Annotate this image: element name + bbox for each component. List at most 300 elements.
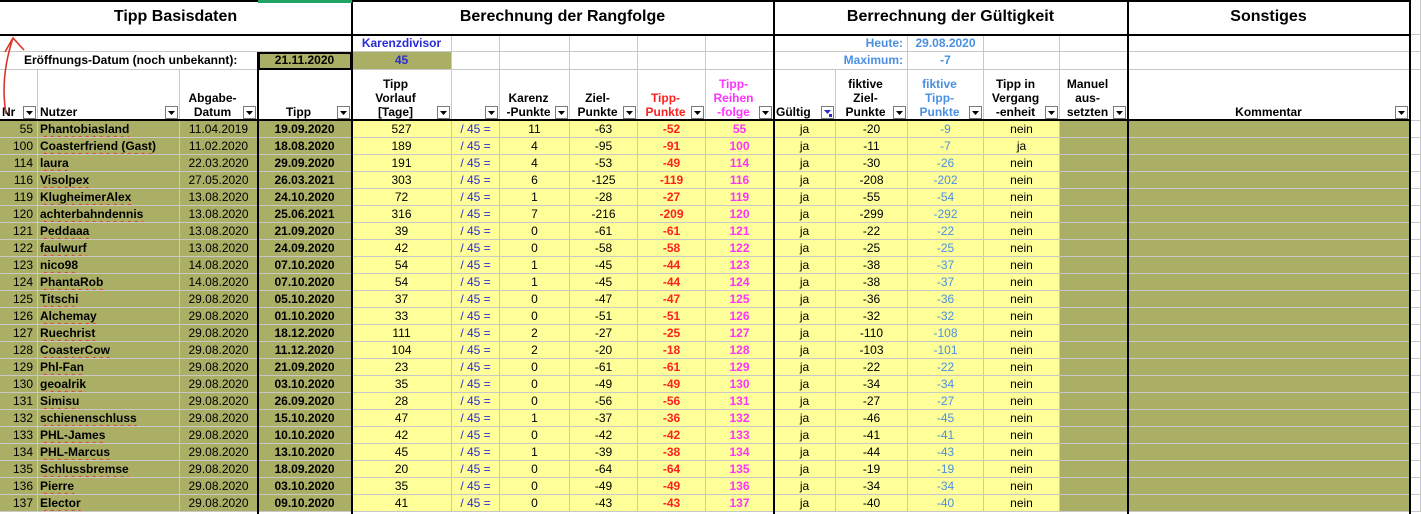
row-tipp-punkte[interactable]: -51 (638, 308, 706, 325)
row-karenz-punkte[interactable]: 1 (500, 444, 570, 461)
row-gueltig[interactable]: ja (774, 308, 836, 325)
row-tipp-punkte[interactable]: -49 (638, 478, 706, 495)
row-kommentar[interactable] (1128, 444, 1410, 461)
row-gueltig[interactable]: ja (774, 257, 836, 274)
row-tipp[interactable]: 21.09.2020 (258, 359, 352, 376)
row-fiktive-tipp[interactable]: -37 (908, 274, 984, 291)
row-nutzer[interactable] (38, 121, 180, 138)
row-nutzer[interactable] (38, 240, 180, 257)
row-nr[interactable]: 122 (0, 240, 38, 257)
row-nr[interactable]: 123 (0, 257, 38, 274)
row-ziel-punkte[interactable]: -43 (570, 495, 638, 512)
row-tipp[interactable]: 07.10.2020 (258, 274, 352, 291)
row-fiktive-tipp[interactable]: -41 (908, 427, 984, 444)
row-fiktive-ziel[interactable]: -44 (836, 444, 908, 461)
row-abgabe[interactable]: 29.08.2020 (180, 325, 258, 342)
row-vergangenheit[interactable]: nein (984, 359, 1060, 376)
row-ziel-punkte[interactable]: -125 (570, 172, 638, 189)
row-ziel-punkte[interactable]: -49 (570, 376, 638, 393)
row-ziel-punkte[interactable]: -53 (570, 155, 638, 172)
filter-dropdown-icon[interactable] (437, 106, 450, 119)
row-karenz-punkte[interactable]: 1 (500, 274, 570, 291)
row-reihenfolge[interactable]: 119 (706, 189, 774, 206)
row-abgabe[interactable]: 29.08.2020 (180, 410, 258, 427)
row-ziel-punkte[interactable]: -47 (570, 291, 638, 308)
row-nutzer[interactable] (38, 393, 180, 410)
row-kommentar[interactable] (1128, 206, 1410, 223)
row-nr[interactable]: 135 (0, 461, 38, 478)
row-fiktive-tipp[interactable]: -45 (908, 410, 984, 427)
row-fiktive-tipp[interactable]: -54 (908, 189, 984, 206)
row-nr[interactable]: 125 (0, 291, 38, 308)
row-abgabe[interactable]: 22.03.2020 (180, 155, 258, 172)
row-nr[interactable]: 130 (0, 376, 38, 393)
filter-active-icon[interactable] (821, 106, 834, 119)
row-vorlauf[interactable]: 41 (352, 495, 452, 512)
row-ziel-punkte[interactable]: -42 (570, 427, 638, 444)
row-abgabe[interactable]: 29.08.2020 (180, 308, 258, 325)
filter-dropdown-icon[interactable] (165, 106, 178, 119)
row-karenz-punkte[interactable]: 2 (500, 342, 570, 359)
row-gueltig[interactable]: ja (774, 189, 836, 206)
row-nr[interactable]: 114 (0, 155, 38, 172)
row-nr[interactable]: 134 (0, 444, 38, 461)
filter-dropdown-icon[interactable] (1113, 106, 1126, 119)
row-nr[interactable]: 127 (0, 325, 38, 342)
row-ziel-punkte[interactable]: -216 (570, 206, 638, 223)
row-reihenfolge[interactable]: 121 (706, 223, 774, 240)
row-ziel-punkte[interactable]: -51 (570, 308, 638, 325)
row-manuel[interactable] (1060, 274, 1128, 291)
row-reihenfolge[interactable]: 131 (706, 393, 774, 410)
row-karenz-punkte[interactable]: 0 (500, 240, 570, 257)
row-gueltig[interactable]: ja (774, 206, 836, 223)
row-tipp[interactable]: 09.10.2020 (258, 495, 352, 512)
row-tipp[interactable]: 01.10.2020 (258, 308, 352, 325)
row-karenz-punkte[interactable]: 2 (500, 325, 570, 342)
row-vorlauf[interactable]: 35 (352, 376, 452, 393)
row-gueltig[interactable]: ja (774, 121, 836, 138)
row-fiktive-tipp[interactable]: -7 (908, 138, 984, 155)
row-vergangenheit[interactable]: nein (984, 342, 1060, 359)
row-nutzer[interactable] (38, 427, 180, 444)
row-ziel-punkte[interactable]: -58 (570, 240, 638, 257)
row-fiktive-ziel[interactable]: -36 (836, 291, 908, 308)
row-vorlauf[interactable]: 42 (352, 240, 452, 257)
row-vergangenheit[interactable]: ja (984, 138, 1060, 155)
row-ziel-punkte[interactable]: -63 (570, 121, 638, 138)
filter-dropdown-icon[interactable] (691, 106, 704, 119)
row-vorlauf[interactable]: 316 (352, 206, 452, 223)
row-ziel-punkte[interactable]: -37 (570, 410, 638, 427)
row-fiktive-ziel[interactable]: -208 (836, 172, 908, 189)
row-kommentar[interactable] (1128, 359, 1410, 376)
row-nr[interactable]: 133 (0, 427, 38, 444)
row-tipp-punkte[interactable]: -52 (638, 121, 706, 138)
row-vorlauf[interactable]: 527 (352, 121, 452, 138)
row-manuel[interactable] (1060, 342, 1128, 359)
row-fiktive-ziel[interactable]: -299 (836, 206, 908, 223)
row-tipp-punkte[interactable]: -25 (638, 325, 706, 342)
row-vergangenheit[interactable]: nein (984, 223, 1060, 240)
row-kommentar[interactable] (1128, 291, 1410, 308)
row-kommentar[interactable] (1128, 461, 1410, 478)
filter-dropdown-icon[interactable] (893, 106, 906, 119)
row-tipp[interactable]: 13.10.2020 (258, 444, 352, 461)
row-fiktive-ziel[interactable]: -41 (836, 427, 908, 444)
row-nutzer[interactable] (38, 155, 180, 172)
row-fiktive-tipp[interactable]: -19 (908, 461, 984, 478)
row-tipp-punkte[interactable]: -61 (638, 223, 706, 240)
row-vorlauf[interactable]: 20 (352, 461, 452, 478)
row-abgabe[interactable]: 29.08.2020 (180, 393, 258, 410)
row-fiktive-ziel[interactable]: -22 (836, 223, 908, 240)
row-gueltig[interactable]: ja (774, 274, 836, 291)
row-nutzer[interactable] (38, 308, 180, 325)
row-reihenfolge[interactable]: 116 (706, 172, 774, 189)
row-manuel[interactable] (1060, 138, 1128, 155)
row-abgabe[interactable]: 29.08.2020 (180, 291, 258, 308)
row-nutzer[interactable] (38, 274, 180, 291)
row-manuel[interactable] (1060, 121, 1128, 138)
row-tipp[interactable]: 24.09.2020 (258, 240, 352, 257)
row-tipp-punkte[interactable]: -209 (638, 206, 706, 223)
row-vergangenheit[interactable]: nein (984, 121, 1060, 138)
row-reihenfolge[interactable]: 124 (706, 274, 774, 291)
row-fiktive-tipp[interactable]: -101 (908, 342, 984, 359)
row-reihenfolge[interactable]: 135 (706, 461, 774, 478)
row-gueltig[interactable]: ja (774, 291, 836, 308)
row-tipp[interactable]: 05.10.2020 (258, 291, 352, 308)
row-karenz-punkte[interactable]: 0 (500, 376, 570, 393)
row-tipp[interactable]: 25.06.2021 (258, 206, 352, 223)
row-ziel-punkte[interactable]: -64 (570, 461, 638, 478)
row-tipp-punkte[interactable]: -36 (638, 410, 706, 427)
row-tipp[interactable]: 19.09.2020 (258, 121, 352, 138)
row-vergangenheit[interactable]: nein (984, 172, 1060, 189)
karenzdivisor-value[interactable]: 45 (352, 52, 452, 70)
row-nr[interactable]: 126 (0, 308, 38, 325)
row-vorlauf[interactable]: 35 (352, 478, 452, 495)
row-abgabe[interactable]: 13.08.2020 (180, 240, 258, 257)
row-tipp-punkte[interactable]: -18 (638, 342, 706, 359)
row-manuel[interactable] (1060, 206, 1128, 223)
row-karenz-punkte[interactable]: 0 (500, 359, 570, 376)
row-karenz-punkte[interactable]: 4 (500, 155, 570, 172)
row-tipp-punkte[interactable]: -49 (638, 376, 706, 393)
row-fiktive-ziel[interactable]: -110 (836, 325, 908, 342)
row-reihenfolge[interactable]: 137 (706, 495, 774, 512)
row-manuel[interactable] (1060, 325, 1128, 342)
row-manuel[interactable] (1060, 461, 1128, 478)
row-vorlauf[interactable]: 47 (352, 410, 452, 427)
row-fiktive-tipp[interactable]: -22 (908, 359, 984, 376)
row-ziel-punkte[interactable]: -45 (570, 274, 638, 291)
row-vergangenheit[interactable]: nein (984, 274, 1060, 291)
row-vorlauf[interactable]: 39 (352, 223, 452, 240)
row-karenz-punkte[interactable]: 1 (500, 257, 570, 274)
row-fiktive-tipp[interactable]: -34 (908, 478, 984, 495)
row-fiktive-tipp[interactable]: -40 (908, 495, 984, 512)
row-abgabe[interactable]: 13.08.2020 (180, 189, 258, 206)
row-kommentar[interactable] (1128, 274, 1410, 291)
row-fiktive-ziel[interactable]: -34 (836, 376, 908, 393)
row-fiktive-ziel[interactable]: -34 (836, 478, 908, 495)
row-nr[interactable]: 116 (0, 172, 38, 189)
row-gueltig[interactable]: ja (774, 155, 836, 172)
row-tipp[interactable]: 03.10.2020 (258, 478, 352, 495)
filter-dropdown-icon[interactable] (485, 106, 498, 119)
row-nutzer[interactable] (38, 444, 180, 461)
row-reihenfolge[interactable]: 127 (706, 325, 774, 342)
row-vergangenheit[interactable]: nein (984, 257, 1060, 274)
row-abgabe[interactable]: 29.08.2020 (180, 495, 258, 512)
row-fiktive-tipp[interactable]: -25 (908, 240, 984, 257)
row-karenz-punkte[interactable]: 0 (500, 308, 570, 325)
row-abgabe[interactable]: 29.08.2020 (180, 359, 258, 376)
row-fiktive-ziel[interactable]: -19 (836, 461, 908, 478)
row-fiktive-tipp[interactable]: -9 (908, 121, 984, 138)
row-tipp[interactable]: 07.10.2020 (258, 257, 352, 274)
row-tipp[interactable]: 18.12.2020 (258, 325, 352, 342)
row-gueltig[interactable]: ja (774, 240, 836, 257)
row-karenz-punkte[interactable]: 0 (500, 393, 570, 410)
row-kommentar[interactable] (1128, 478, 1410, 495)
row-reihenfolge[interactable]: 128 (706, 342, 774, 359)
eroeffnung-date[interactable]: 21.11.2020 (258, 52, 352, 70)
row-kommentar[interactable] (1128, 240, 1410, 257)
row-vergangenheit[interactable]: nein (984, 240, 1060, 257)
row-ziel-punkte[interactable]: -45 (570, 257, 638, 274)
row-gueltig[interactable]: ja (774, 376, 836, 393)
row-manuel[interactable] (1060, 376, 1128, 393)
row-tipp[interactable]: 21.09.2020 (258, 223, 352, 240)
row-gueltig[interactable]: ja (774, 138, 836, 155)
row-ziel-punkte[interactable]: -39 (570, 444, 638, 461)
row-kommentar[interactable] (1128, 138, 1410, 155)
row-tipp-punkte[interactable]: -58 (638, 240, 706, 257)
row-fiktive-tipp[interactable]: -108 (908, 325, 984, 342)
row-nutzer[interactable] (38, 410, 180, 427)
row-abgabe[interactable]: 13.08.2020 (180, 206, 258, 223)
filter-dropdown-icon[interactable] (969, 106, 982, 119)
row-kommentar[interactable] (1128, 308, 1410, 325)
row-karenz-punkte[interactable]: 0 (500, 223, 570, 240)
row-tipp-punkte[interactable]: -43 (638, 495, 706, 512)
row-fiktive-tipp[interactable]: -37 (908, 257, 984, 274)
row-kommentar[interactable] (1128, 495, 1410, 512)
row-vorlauf[interactable]: 37 (352, 291, 452, 308)
row-nr[interactable]: 55 (0, 121, 38, 138)
row-fiktive-tipp[interactable]: -202 (908, 172, 984, 189)
row-nr[interactable]: 131 (0, 393, 38, 410)
row-nutzer[interactable] (38, 478, 180, 495)
row-tipp[interactable]: 03.10.2020 (258, 376, 352, 393)
row-fiktive-ziel[interactable]: -46 (836, 410, 908, 427)
row-tipp[interactable]: 18.08.2020 (258, 138, 352, 155)
row-fiktive-ziel[interactable]: -22 (836, 359, 908, 376)
row-vergangenheit[interactable]: nein (984, 393, 1060, 410)
row-vergangenheit[interactable]: nein (984, 189, 1060, 206)
row-reihenfolge[interactable]: 123 (706, 257, 774, 274)
row-karenz-punkte[interactable]: 4 (500, 138, 570, 155)
row-abgabe[interactable]: 11.02.2020 (180, 138, 258, 155)
row-vergangenheit[interactable]: nein (984, 206, 1060, 223)
row-nutzer[interactable] (38, 291, 180, 308)
row-tipp-punkte[interactable]: -91 (638, 138, 706, 155)
row-nutzer[interactable] (38, 461, 180, 478)
row-nr[interactable]: 119 (0, 189, 38, 206)
row-ziel-punkte[interactable]: -61 (570, 359, 638, 376)
row-nutzer[interactable] (38, 376, 180, 393)
row-vorlauf[interactable]: 33 (352, 308, 452, 325)
row-gueltig[interactable]: ja (774, 461, 836, 478)
row-abgabe[interactable]: 14.08.2020 (180, 257, 258, 274)
row-reihenfolge[interactable]: 132 (706, 410, 774, 427)
row-abgabe[interactable]: 29.08.2020 (180, 478, 258, 495)
filter-dropdown-icon[interactable] (243, 106, 256, 119)
row-kommentar[interactable] (1128, 155, 1410, 172)
row-gueltig[interactable]: ja (774, 444, 836, 461)
row-tipp-punkte[interactable]: -44 (638, 257, 706, 274)
row-tipp-punkte[interactable]: -64 (638, 461, 706, 478)
row-vergangenheit[interactable]: nein (984, 444, 1060, 461)
row-manuel[interactable] (1060, 189, 1128, 206)
row-manuel[interactable] (1060, 359, 1128, 376)
row-manuel[interactable] (1060, 172, 1128, 189)
row-vorlauf[interactable]: 54 (352, 257, 452, 274)
filter-dropdown-icon[interactable] (555, 106, 568, 119)
row-tipp-punkte[interactable]: -49 (638, 155, 706, 172)
row-vergangenheit[interactable]: nein (984, 376, 1060, 393)
row-kommentar[interactable] (1128, 172, 1410, 189)
row-kommentar[interactable] (1128, 410, 1410, 427)
row-ziel-punkte[interactable]: -49 (570, 478, 638, 495)
row-fiktive-tipp[interactable]: -22 (908, 223, 984, 240)
row-vergangenheit[interactable]: nein (984, 478, 1060, 495)
filter-dropdown-icon[interactable] (23, 106, 36, 119)
row-fiktive-ziel[interactable]: -38 (836, 274, 908, 291)
row-vorlauf[interactable]: 54 (352, 274, 452, 291)
row-vergangenheit[interactable]: nein (984, 495, 1060, 512)
row-vorlauf[interactable]: 111 (352, 325, 452, 342)
row-abgabe[interactable]: 29.08.2020 (180, 461, 258, 478)
row-tipp-punkte[interactable]: -119 (638, 172, 706, 189)
row-vergangenheit[interactable]: nein (984, 427, 1060, 444)
row-nutzer[interactable] (38, 223, 180, 240)
row-kommentar[interactable] (1128, 376, 1410, 393)
row-manuel[interactable] (1060, 478, 1128, 495)
row-tipp[interactable]: 26.09.2020 (258, 393, 352, 410)
row-ziel-punkte[interactable]: -28 (570, 189, 638, 206)
row-fiktive-ziel[interactable]: -25 (836, 240, 908, 257)
row-kommentar[interactable] (1128, 427, 1410, 444)
row-fiktive-tipp[interactable]: -26 (908, 155, 984, 172)
row-ziel-punkte[interactable]: -20 (570, 342, 638, 359)
row-reihenfolge[interactable]: 133 (706, 427, 774, 444)
row-tipp[interactable]: 26.03.2021 (258, 172, 352, 189)
row-vergangenheit[interactable]: nein (984, 308, 1060, 325)
filter-dropdown-icon[interactable] (337, 106, 350, 119)
row-kommentar[interactable] (1128, 223, 1410, 240)
row-fiktive-ziel[interactable]: -40 (836, 495, 908, 512)
row-gueltig[interactable]: ja (774, 427, 836, 444)
row-tipp-punkte[interactable]: -42 (638, 427, 706, 444)
row-fiktive-ziel[interactable]: -27 (836, 393, 908, 410)
row-kommentar[interactable] (1128, 121, 1410, 138)
row-karenz-punkte[interactable]: 1 (500, 189, 570, 206)
row-vergangenheit[interactable]: nein (984, 325, 1060, 342)
row-manuel[interactable] (1060, 291, 1128, 308)
row-tipp-punkte[interactable]: -38 (638, 444, 706, 461)
row-reihenfolge[interactable]: 122 (706, 240, 774, 257)
row-tipp[interactable]: 24.10.2020 (258, 189, 352, 206)
row-kommentar[interactable] (1128, 342, 1410, 359)
row-reihenfolge[interactable]: 100 (706, 138, 774, 155)
row-gueltig[interactable]: ja (774, 410, 836, 427)
row-karenz-punkte[interactable]: 1 (500, 410, 570, 427)
row-vorlauf[interactable]: 189 (352, 138, 452, 155)
row-manuel[interactable] (1060, 444, 1128, 461)
row-fiktive-ziel[interactable]: -20 (836, 121, 908, 138)
row-vorlauf[interactable]: 72 (352, 189, 452, 206)
row-ziel-punkte[interactable]: -56 (570, 393, 638, 410)
row-fiktive-tipp[interactable]: -32 (908, 308, 984, 325)
row-fiktive-tipp[interactable]: -36 (908, 291, 984, 308)
row-tipp-punkte[interactable]: -27 (638, 189, 706, 206)
row-abgabe[interactable]: 27.05.2020 (180, 172, 258, 189)
row-nr[interactable]: 128 (0, 342, 38, 359)
row-manuel[interactable] (1060, 410, 1128, 427)
row-kommentar[interactable] (1128, 189, 1410, 206)
row-fiktive-ziel[interactable]: -38 (836, 257, 908, 274)
row-nutzer[interactable] (38, 206, 180, 223)
row-nr[interactable]: 120 (0, 206, 38, 223)
row-nutzer[interactable] (38, 138, 180, 155)
row-vorlauf[interactable]: 104 (352, 342, 452, 359)
row-fiktive-ziel[interactable]: -103 (836, 342, 908, 359)
row-gueltig[interactable]: ja (774, 393, 836, 410)
row-fiktive-tipp[interactable]: -34 (908, 376, 984, 393)
row-gueltig[interactable]: ja (774, 495, 836, 512)
row-tipp-punkte[interactable]: -47 (638, 291, 706, 308)
row-vergangenheit[interactable]: nein (984, 155, 1060, 172)
row-fiktive-tipp[interactable]: -27 (908, 393, 984, 410)
row-abgabe[interactable]: 29.08.2020 (180, 342, 258, 359)
row-abgabe[interactable]: 29.08.2020 (180, 427, 258, 444)
row-tipp[interactable]: 10.10.2020 (258, 427, 352, 444)
row-abgabe[interactable]: 14.08.2020 (180, 274, 258, 291)
row-karenz-punkte[interactable]: 0 (500, 461, 570, 478)
row-karenz-punkte[interactable]: 11 (500, 121, 570, 138)
row-reihenfolge[interactable]: 125 (706, 291, 774, 308)
row-nutzer[interactable] (38, 172, 180, 189)
row-nr[interactable]: 124 (0, 274, 38, 291)
row-fiktive-ziel[interactable]: -55 (836, 189, 908, 206)
row-fiktive-tipp[interactable]: -292 (908, 206, 984, 223)
row-vergangenheit[interactable]: nein (984, 291, 1060, 308)
row-nutzer[interactable] (38, 257, 180, 274)
row-reihenfolge[interactable]: 114 (706, 155, 774, 172)
row-manuel[interactable] (1060, 155, 1128, 172)
row-kommentar[interactable] (1128, 257, 1410, 274)
row-vorlauf[interactable]: 191 (352, 155, 452, 172)
row-reihenfolge[interactable]: 129 (706, 359, 774, 376)
row-gueltig[interactable]: ja (774, 325, 836, 342)
row-fiktive-ziel[interactable]: -30 (836, 155, 908, 172)
row-nutzer[interactable] (38, 189, 180, 206)
row-nr[interactable]: 136 (0, 478, 38, 495)
